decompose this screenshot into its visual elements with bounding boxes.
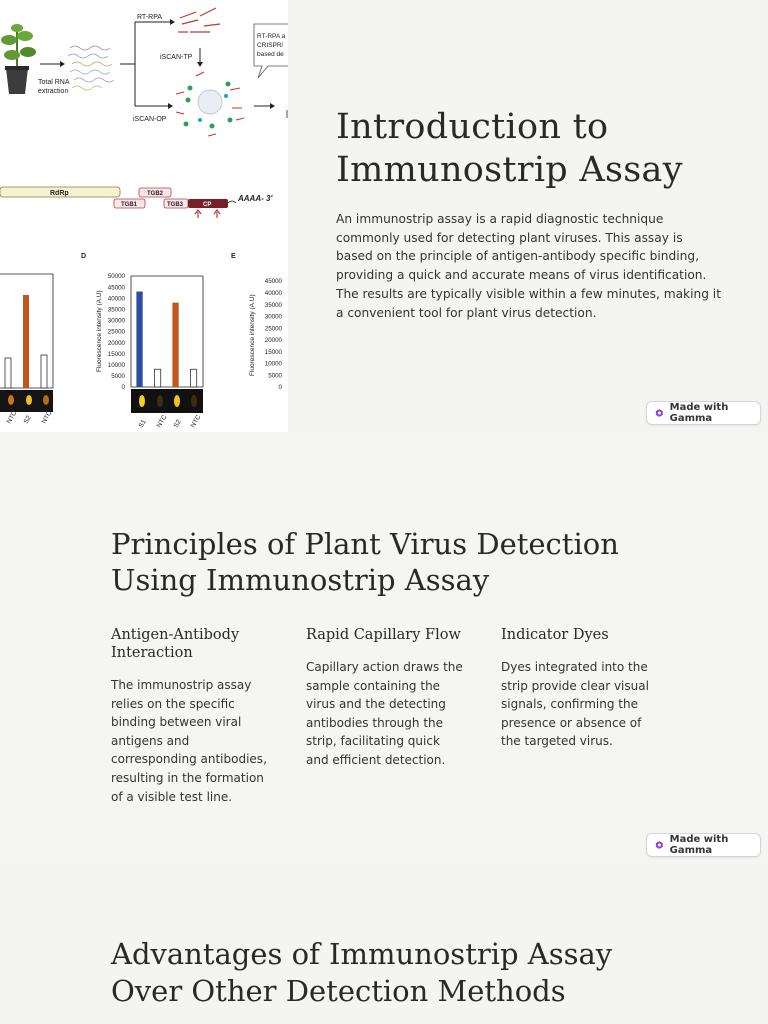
slide-title-line-1: Introduction to: [336, 107, 609, 147]
chart-e-tick-label: 20000: [264, 337, 282, 345]
chart-e-tick-label: 30000: [264, 313, 282, 321]
x-tick-label: S2: [22, 414, 33, 425]
chart-e-tick-label: 5000: [268, 372, 282, 380]
slide-principles: [0, 432, 768, 864]
label-total-rna: Total RNA: [38, 79, 70, 86]
chart-d-tick-label: 30000: [107, 317, 125, 325]
gene-tgb1: TGB1: [121, 202, 138, 208]
principle-text: Dyes integrated into the strip provide clear visual signals, confirming the presence or absence of the targeted virus.: [501, 660, 649, 749]
principle-heading: Rapid Capillary Flow: [306, 627, 461, 643]
chart-e: [249, 278, 283, 391]
gamma-logo-icon: [655, 408, 664, 418]
made-with-gamma-badge[interactable]: [646, 401, 761, 425]
gene-tgb2: TGB2: [147, 191, 164, 197]
badge-label: Made with Gamma: [669, 402, 729, 424]
slide-title: [111, 936, 671, 1010]
slide-title: [111, 526, 671, 598]
callout-line-1: RT-RPA a: [257, 33, 286, 40]
panel-label-d: D: [81, 253, 87, 260]
label-iscan-op: iSCAN-OP: [133, 116, 167, 123]
chart-d-tick-label: 10000: [107, 362, 125, 369]
crispr-reaction-icon: [176, 72, 244, 136]
chart-left-partial: [0, 274, 53, 412]
chart-e-tick-label: 15000: [264, 348, 282, 356]
label-iscan-tp: iSCAN-TP: [160, 54, 193, 61]
poly-a-tail: AAAA- 3': [238, 194, 273, 203]
chart-d-tick-label: 50000: [107, 273, 125, 281]
chart-d-tick-label: 0: [121, 384, 125, 392]
chart-e-tick-label: 25000: [264, 325, 282, 333]
callout-line-2: CRISPR/: [257, 42, 284, 49]
chart-d: [96, 273, 203, 413]
x-tick-label: NTC: [40, 409, 54, 425]
principle-column: [501, 626, 661, 751]
chart-d-tick-label: 35000: [107, 306, 125, 314]
gene-cp: CP: [203, 202, 212, 208]
chart-d-bar: [172, 303, 178, 387]
x-tick-label: NTC: [155, 413, 169, 429]
x-tick-label: S1: [137, 418, 148, 429]
chart-d-bar: [136, 292, 142, 387]
chart-d-tick-label: 20000: [107, 339, 125, 347]
chart-d-tick-label: 45000: [107, 284, 125, 292]
principle-column: [306, 626, 466, 770]
slide-title: [336, 106, 736, 192]
panel-label-e: E: [231, 253, 236, 260]
slide-body: An immunostrip assay is a rapid diagnostic technique commonly used for detecting plant viruses. This assay is based on the principle of antigen-antibody specific binding, providing a quick and accurate means of virus identification. The results are typically visible within a few minutes, making it a convenient tool for plant virus detection.: [336, 212, 721, 320]
slide-advantages: [0, 864, 768, 1024]
chart-d-tick-label: 5000: [111, 373, 125, 381]
x-tick-label: NTC: [5, 409, 19, 425]
chart-d-tick-label: 15000: [107, 350, 125, 358]
genome-map: [0, 187, 273, 218]
x-tick-label: S2: [172, 418, 183, 429]
chart-e-tick-label: 45000: [264, 278, 282, 286]
label-extraction: extraction: [38, 88, 69, 95]
principle-text: The immunostrip assay relies on the specific binding between viral antigens and corresponding antibodies, resulting in the formation of a visible test line.: [111, 678, 267, 804]
chart-d-bar: [154, 369, 160, 387]
slide-title-line-2: Over Other Detection Methods: [111, 974, 566, 1008]
gene-rdrp: RdRp: [50, 190, 69, 197]
principle-text: Capillary action draws the sample containing the virus and the detecting antibodies through the strip, facilitating quick and efficient detection.: [306, 660, 463, 767]
figure-svg: [0, 0, 288, 432]
callout-line-3: based de: [257, 51, 284, 58]
slide-title-line-1: Principles of Plant Virus Detection: [111, 527, 619, 561]
made-with-gamma-badge[interactable]: [646, 833, 761, 857]
chart-d-tick-label: 40000: [107, 295, 125, 303]
chart-d-tick-label: 25000: [107, 328, 125, 336]
slide-title-line-1: Advantages of Immunostrip Assay: [111, 937, 613, 971]
label-rt-rpa: RT-RPA: [137, 14, 163, 21]
chart-d-bar: [190, 369, 196, 387]
slide-title-line-2: Using Immunostrip Assay: [111, 563, 490, 597]
principle-heading: Antigen-Antibody Interaction: [111, 627, 240, 661]
chart-e-tick-label: 40000: [264, 289, 282, 297]
principle-heading: Indicator Dyes: [501, 627, 609, 643]
slide-title-line-2: Immunostrip Assay: [336, 150, 683, 190]
chart-e-tick-label: 10000: [264, 360, 282, 368]
gene-tgb3: TGB3: [167, 202, 184, 208]
slide-intro: [0, 0, 768, 432]
chart-e-tick-label: 35000: [264, 301, 282, 309]
chart-d-ylabel: Fluorescence intensity (A.U): [96, 290, 103, 372]
badge-label: Made with Gamma: [669, 834, 729, 856]
chart-e-tick-label: 0: [278, 384, 282, 392]
chart-e-ylabel: Fluorescence intensity (A.U): [249, 294, 256, 376]
x-tick-label: NTC: [189, 413, 203, 429]
principle-column: [111, 626, 271, 806]
plant-icon: [1, 24, 36, 94]
rna-strands-icon: [68, 46, 114, 90]
gamma-logo-icon: [655, 840, 664, 850]
amplicons-icon: [178, 8, 220, 32]
research-figure: [0, 0, 288, 432]
